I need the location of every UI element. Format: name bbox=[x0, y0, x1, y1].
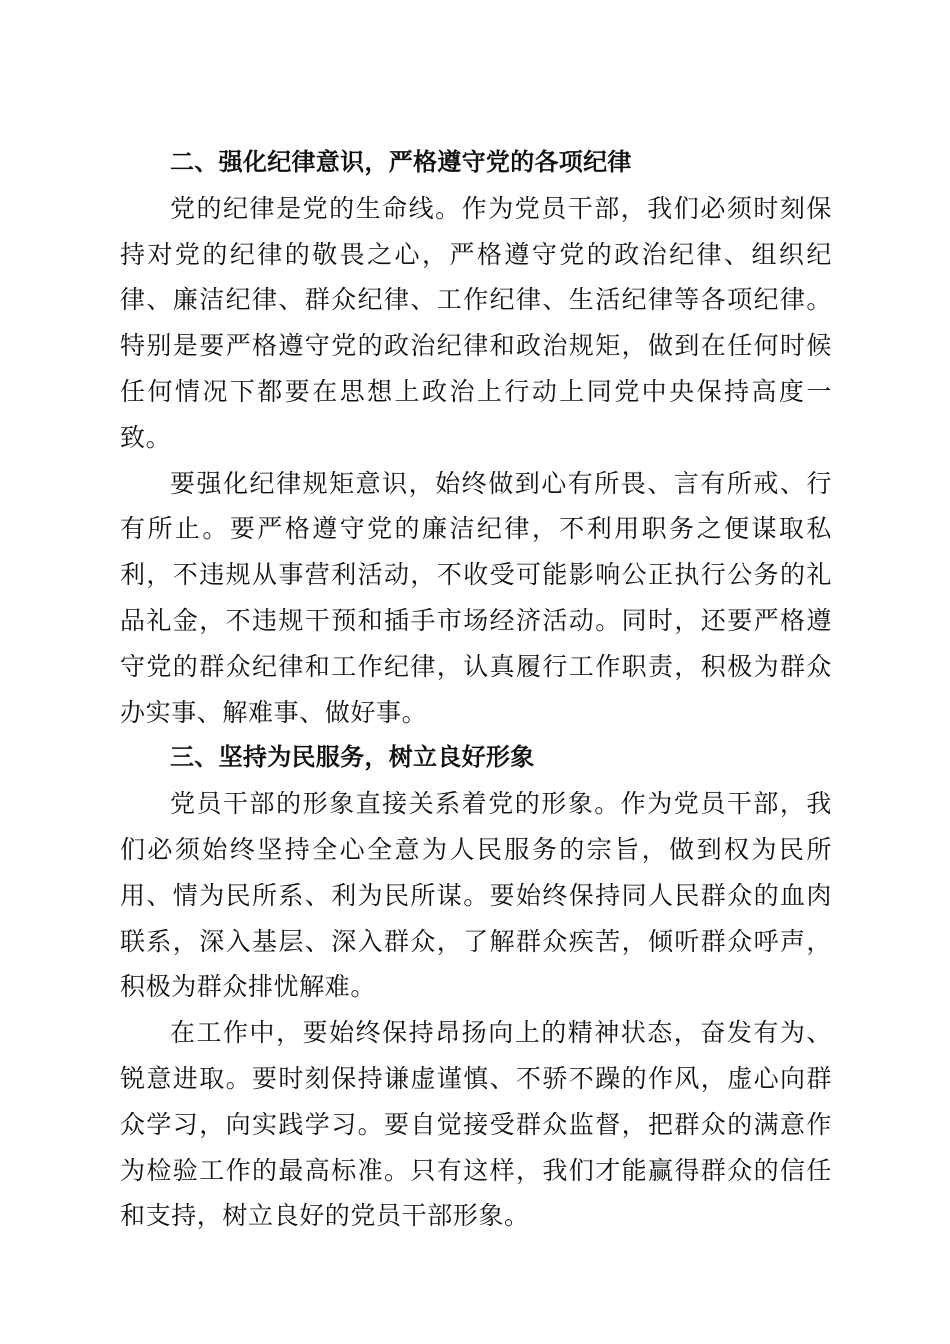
document-body bbox=[120, 140, 832, 1239]
paragraph-discipline-awareness: 要强化纪律规矩意识，始终做到心有所畏、言有所戒、行有所止。要严格遵守党的廉洁纪律，不利用职务之便谋取私利，不违规从事营利活动，不收受可能影响公正执行公务的礼品礼金，不违规干预和插手市场经济活动。同时，还要严格遵守党的群众纪律和工作纪律，认真履行工作职责，积极为群众办实事、解难事、做好事。 bbox=[120, 468, 832, 727]
section-heading-service: 三、坚持为民服务，树立良好形象 bbox=[170, 743, 535, 772]
paragraph-service-work: 在工作中，要始终保持昂扬向上的精神状态，奋发有为、锐意进取。要时刻保持谦虚谨慎、不骄不躁的作风，虚心向群众学习，向实践学习。要自觉接受群众监督，把群众的满意作为检验工作的最高标准。只有这样，我们才能赢得群众的信任和支持，树立良好的党员干部形象。 bbox=[120, 1018, 832, 1231]
paragraph-service-image: 党员干部的形象直接关系着党的形象。作为党员干部，我们必须始终坚持全心全意为人民服务的宗旨，做到权为民所用、情为民所系、利为民所谋。要始终保持同人民群众的血肉联系，深入基层、深入群众，了解群众疾苦，倾听群众呼声，积极为群众排忧解难。 bbox=[120, 789, 832, 1002]
section-heading-discipline: 二、强化纪律意识，严格遵守党的各项纪律 bbox=[170, 148, 632, 176]
paragraph-discipline-lifeline: 党的纪律是党的生命线。作为党员干部，我们必须时刻保持对党的纪律的敬畏之心，严格遵守党的政治纪律、组织纪律、廉洁纪律、群众纪律、工作纪律、生活纪律等各项纪律。特别是要严格遵守党的政治纪律和政治规矩，做到在任何时候任何情况下都要在思想上政治上行动上同党中央保持高度一致。 bbox=[120, 193, 832, 452]
